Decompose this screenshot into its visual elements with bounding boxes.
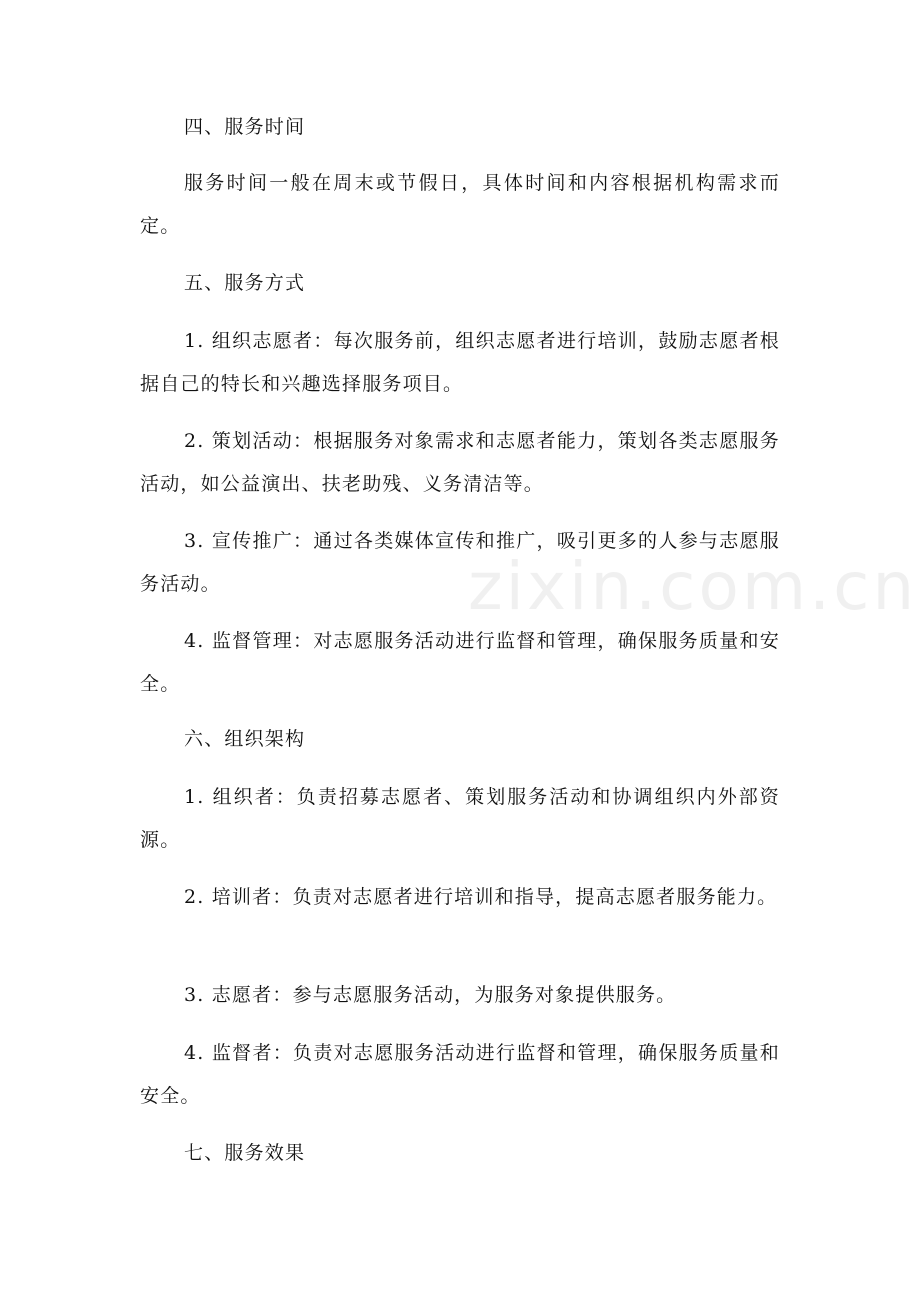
section-heading-organization: 六、组织架构 bbox=[184, 728, 306, 750]
section-heading-service-method: 五、服务方式 bbox=[184, 272, 306, 294]
paragraph-org-2: 2. 培训者：负责对志愿者进行培训和指导，提高志愿者服务能力。 bbox=[184, 886, 778, 908]
section-heading-service-effect: 七、服务效果 bbox=[184, 1142, 306, 1164]
section-heading-service-time: 四、服务时间 bbox=[184, 116, 306, 138]
paragraph-org-4: 4. 监督者：负责对志愿服务活动进行监督和管理，确保服务质量和安全。 bbox=[140, 1042, 780, 1107]
paragraph-method-4: 4. 监督管理：对志愿服务活动进行监督和管理，确保服务质量和安全。 bbox=[140, 630, 780, 695]
watermark-text: zixin.com.cn bbox=[468, 548, 918, 625]
paragraph-method-3: 3. 宣传推广：通过各类媒体宣传和推广，吸引更多的人参与志愿服务活动。 bbox=[140, 530, 780, 595]
paragraph-method-2: 2. 策划活动：根据服务对象需求和志愿者能力，策划各类志愿服务活动，如公益演出、扶老助残、义务清洁等。 bbox=[140, 430, 780, 495]
paragraph-method-1: 1. 组织志愿者：每次服务前，组织志愿者进行培训，鼓励志愿者根据自己的特长和兴趣选择服务项目。 bbox=[140, 330, 780, 395]
paragraph-org-1: 1. 组织者：负责招募志愿者、策划服务活动和协调组织内外部资源。 bbox=[140, 786, 780, 851]
paragraph-service-time: 服务时间一般在周末或节假日，具体时间和内容根据机构需求而定。 bbox=[140, 172, 780, 237]
paragraph-org-3: 3. 志愿者：参与志愿服务活动，为服务对象提供服务。 bbox=[184, 984, 677, 1006]
